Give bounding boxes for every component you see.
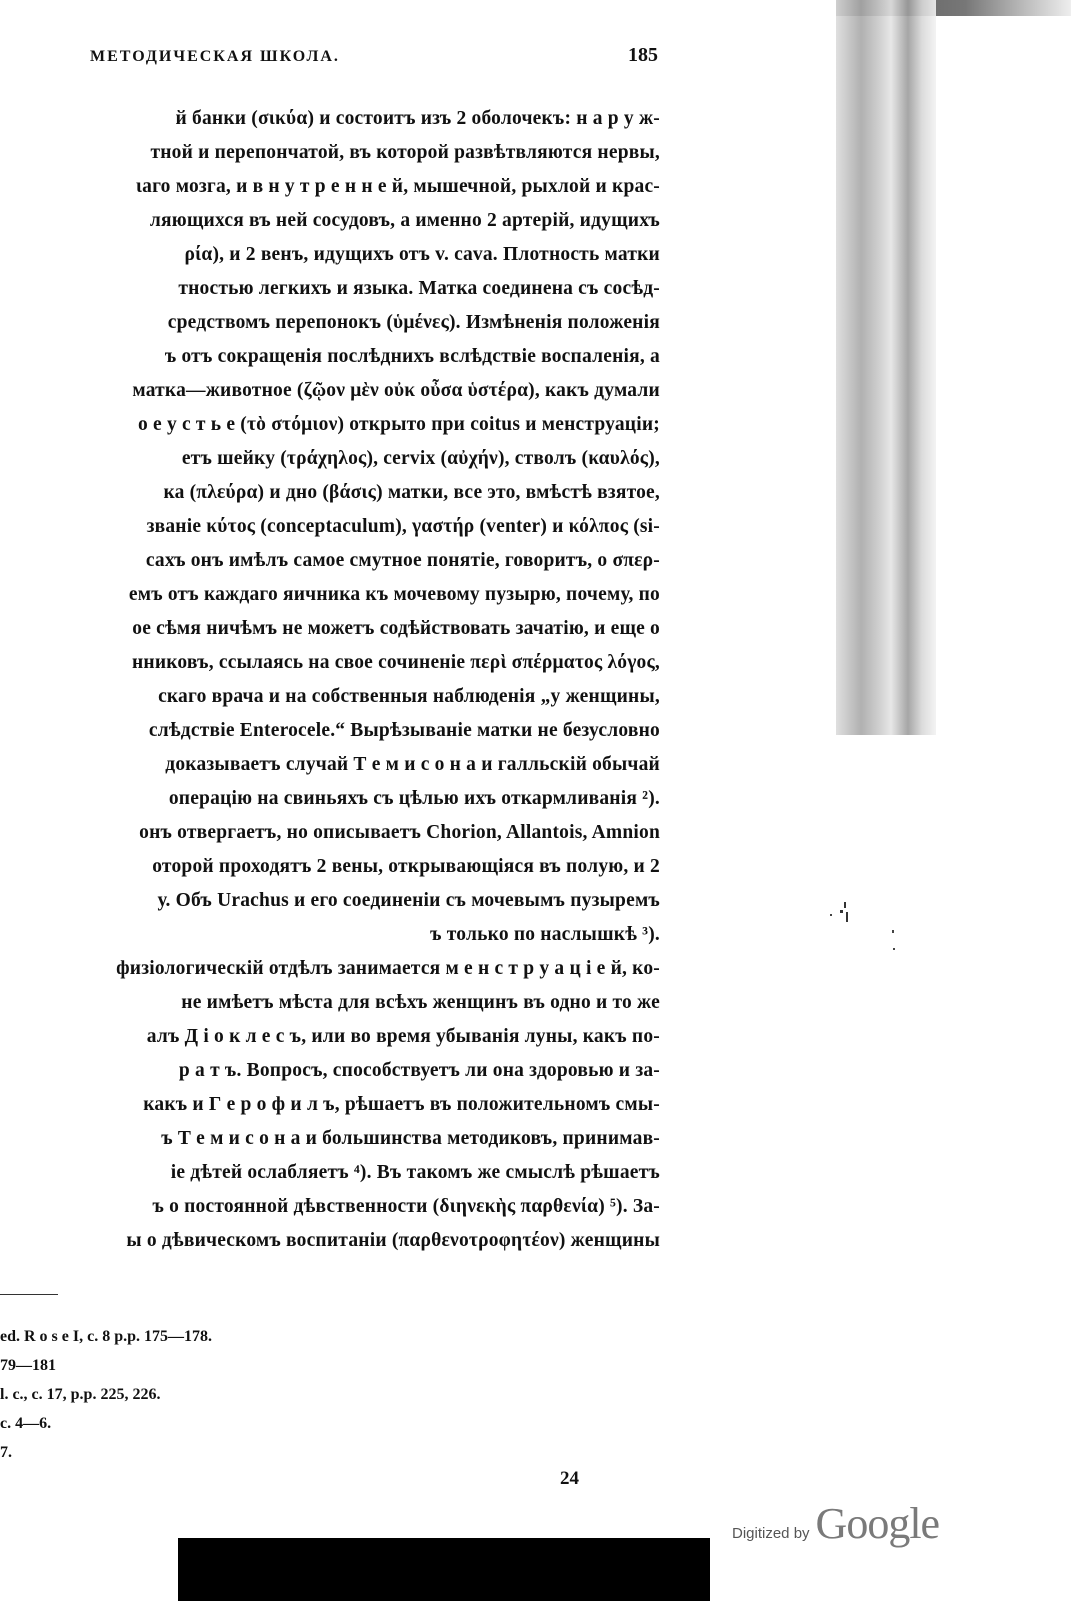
footnote-divider	[0, 1294, 58, 1295]
text-line: скаго врача и на собственныя наблюденія „у женщины,	[158, 686, 660, 707]
scan-edge-shadow	[836, 0, 936, 735]
signature-mark: 24	[560, 1468, 579, 1489]
text-line: емъ отъ каждаго яичника къ мочевому пузырю, почему, по	[128, 584, 660, 605]
text-line: матка—животное (ζῷον μὲν οὐκ οὖσα ὑστέρα), какъ думали	[132, 380, 660, 401]
text-line: ъ о постоянной дѣвственности (διηνεκὴς παρθενία) ⁵). За-	[152, 1196, 660, 1217]
body-text	[0, 102, 660, 1258]
digitized-by-label: Digitized by	[732, 1525, 810, 1542]
text-line: ляющихся въ ней сосудовъ, а именно 2 артерій, идущихъ	[149, 210, 660, 231]
footnotes	[0, 1322, 212, 1467]
text-line: средствомъ перепонокъ (ὑμένες). Измѣненія положенія	[167, 312, 660, 333]
text-line: р а т ъ. Вопросъ, способствуетъ ли она здоровью и за-	[178, 1060, 660, 1081]
text-line: доказываетъ случай Т е м и с о н а и галльскій обычай	[165, 754, 660, 775]
text-line: ы о дѣвическомъ воспитаніи (παρθενοτροφητέον) женщины	[126, 1230, 660, 1251]
text-line: слѣдствіе Enterocele.“ Вырѣзываніе матки не безусловно	[148, 720, 660, 741]
footnote: 7.	[0, 1444, 12, 1461]
text-line: о е у с т ь е (τὸ στόμιον) открыто при coitus и менструаціи;	[138, 414, 660, 435]
text-line: ъ только по наслышкѣ ³).	[430, 924, 660, 945]
text-line: тностью легкихъ и языка. Матка соединена съ сосѣд-	[178, 278, 660, 299]
text-line: ρία), и 2 венъ, идущихъ отъ v. cava. Плотность матки	[184, 244, 660, 265]
text-line: физіологическій отдѣлъ занимается м е н с т р у а ц і е й, ко-	[116, 958, 660, 979]
text-line: ъ отъ сокращенія послѣднихъ вслѣдствіе воспаленія, а	[164, 346, 660, 367]
text-line: ка (πλεύρα) и дно (βάσις) матки, все это, вмѣстѣ взятое,	[163, 482, 660, 503]
text-line: какъ и Г е р о ф и л ъ, рѣшаетъ въ положительномъ смы-	[143, 1094, 660, 1115]
text-line: у. Объ Urachus и его соединеніи съ мочевымъ пузыремъ	[157, 890, 660, 911]
footnote: l. c., c. 17, p.p. 225, 226.	[0, 1386, 161, 1403]
text-line: званіе κύτος (conceptaculum), γαστήρ (venter) и κόλπος (si-	[146, 516, 660, 537]
text-line: нниковъ, ссылаясь на свое сочиненіе περὶ σπέρματος λόγος,	[131, 652, 660, 673]
google-logo: Google	[815, 1499, 940, 1548]
page-header	[90, 44, 658, 78]
text-line: не имѣетъ мѣста для всѣхъ женщинъ въ одно и то же	[181, 992, 660, 1013]
text-line: сахъ онъ имѣлъ самое смутное понятіе, говоритъ, о σπερ-	[145, 550, 660, 571]
text-line: тной и перепончатой, въ которой развѣтвляются нервы,	[150, 142, 660, 163]
google-watermark	[732, 1498, 939, 1549]
footnote: 79—181	[0, 1357, 56, 1374]
text-line: оторой проходятъ 2 вены, открывающіяся въ полую, и 2	[152, 856, 660, 877]
text-line: іе дѣтей ослабляетъ ⁴). Въ такомъ же смыслѣ рѣшаетъ	[170, 1162, 660, 1183]
text-line: алъ Д і о к л е с ъ, или во время убыванія луны, какъ по-	[146, 1026, 660, 1047]
running-title: МЕТОДИЧЕСКАЯ ШКОЛА.	[90, 48, 340, 65]
text-line: ιаго мозга, и в н у т р е н н е й, мышечной, рыхлой и крас-	[135, 176, 660, 197]
scan-bottom-bar	[178, 1538, 710, 1601]
footnote: ed. R o s e I, c. 8 p.p. 175—178.	[0, 1328, 213, 1345]
text-line: й банки (σικύα) и состоитъ изъ 2 оболочекъ: н а р у ж-	[175, 108, 660, 129]
text-line: операцію на свиньяхъ съ цѣлью ихъ откармливанія ²).	[168, 788, 660, 809]
text-line: онъ отвергаетъ, но описываетъ Chorion, Allantois, Amnion	[139, 822, 660, 843]
text-line: ое сѣмя ничѣмъ не можетъ содѣйствовать зачатію, и еще о	[132, 618, 660, 639]
footnote: c. 4—6.	[0, 1415, 52, 1432]
text-line: ъ Т е м и с о н а и большинства методиковъ, принимав-	[161, 1128, 660, 1149]
scan-noise-marks	[820, 900, 920, 960]
page-number: 185	[628, 44, 658, 66]
text-line: етъ шейку (τράχηλος), cervix (αὐχήν), стволъ (καυλός),	[181, 448, 660, 469]
